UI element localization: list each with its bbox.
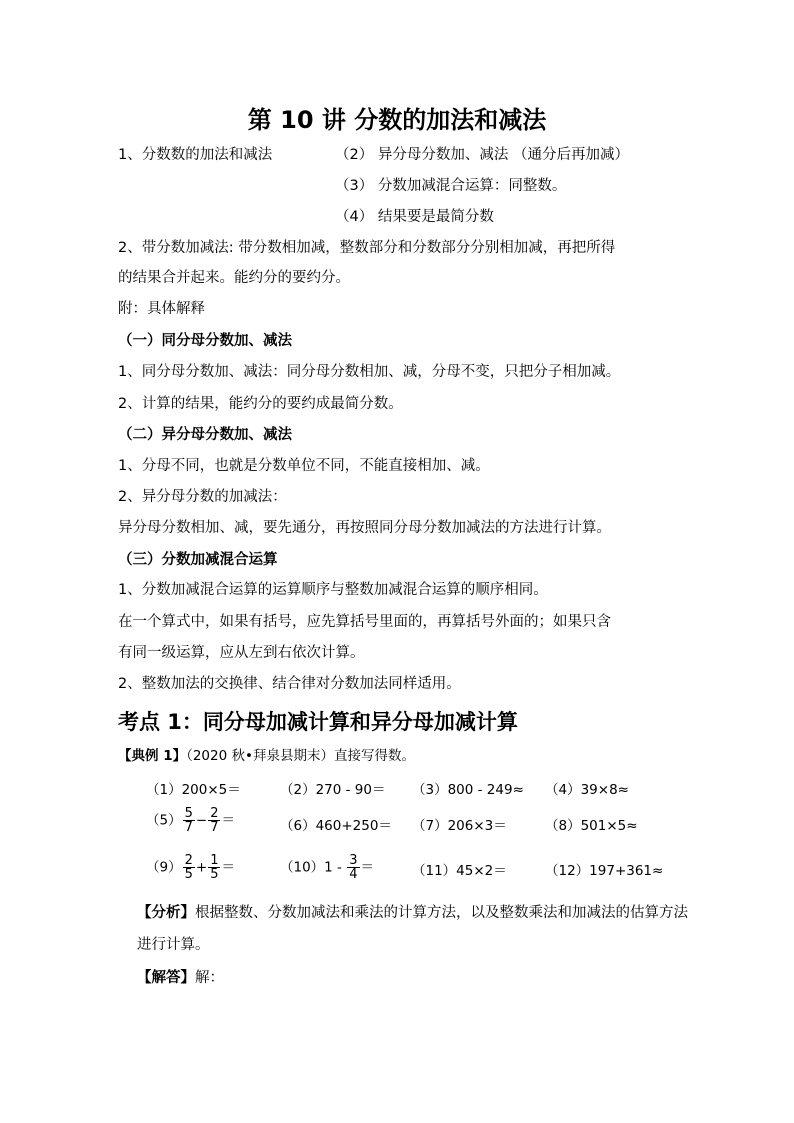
example-source: （2020 秋•拜泉县期末）直接写得数。 (186, 748, 415, 764)
section-3-line: 有同一级运算，应从左到右依次计算。 (118, 645, 365, 661)
question: （11）45×2＝ (412, 863, 507, 879)
section-2-heading: （二）异分母分数加、减法 (118, 427, 292, 443)
section-2-line: 异分母分数相加、减，要先通分，再按照同分母分数加减法的方法进行计算。 (118, 520, 611, 536)
section-3-line: 在一个算式中，如果有括号，应先算括号里面的，再算括号外面的；如果只含 (118, 614, 611, 630)
question: （6）460+250＝ (280, 818, 392, 834)
summary-item-1: 1、分数数的加法和减法 (118, 147, 273, 163)
summary-sub-4: （4） 结果要是最简分数 (335, 209, 494, 225)
section-3-line: 1、分数加减混合运算的运算顺序与整数加减混合运算的顺序相同。 (118, 582, 548, 598)
summary-sub-3: （3） 分数加减混合运算：同整数。 (335, 178, 567, 194)
summary-item-2-line-1: 2、带分数加减法: 带分数相加减，整数部分和分数部分分别相加减，再把所得 (118, 240, 616, 256)
question: （2）270 - 90＝ (280, 782, 386, 798)
analysis-tag: 【分析】 (137, 905, 195, 921)
analysis-line-1: 【分析】根据整数、分数加减法和乘法的计算方法，以及整数乘法和加减法的估算方法 (137, 905, 688, 921)
fraction: $\frac{2}{5}$ (184, 853, 193, 882)
example-header (118, 746, 415, 766)
question: （8）501×5≈ (545, 818, 638, 834)
question: （3）800 - 249≈ (412, 782, 524, 798)
question: （7）206×3＝ (412, 818, 507, 834)
question: （4）39×8≈ (545, 782, 629, 798)
section-1-line: 2、计算的结果，能约分的要约成最简分数。 (118, 396, 403, 412)
fraction: $\frac{1}{5}$ (210, 853, 219, 882)
fraction: $\frac{5}{7}$ (184, 806, 193, 835)
question: （12）197+361≈ (545, 863, 664, 879)
question: （1）200×5＝ (146, 782, 241, 798)
section-2-line: 1、分母不同，也就是分数单位不同，不能直接相加、减。 (118, 458, 490, 474)
appendix-label: 附：具体解释 (118, 301, 205, 317)
section-1-line: 1、同分母分数加、减法：同分母分数相加、减，分母不变，只把分子相加减。 (118, 364, 621, 380)
section-1-heading: （一）同分母分数加、减法 (118, 333, 292, 349)
fraction: $\frac{3}{4}$ (349, 853, 358, 882)
answer-line: 【解答】解： (137, 970, 224, 986)
summary-item-2-line-2: 的结果合并起来。能约分的要约分。 (118, 270, 350, 286)
summary-sub-2: （2） 异分母分数加、减法 （通分后再加减） (335, 147, 629, 163)
section-3-heading: （三）分数加减混合运算 (118, 552, 278, 568)
question-9: （9） $\frac{2}{5}$ + $\frac{1}{5}$ ＝ (146, 853, 235, 882)
section-3-line: 2、整数加法的交换律、结合律对分数加法同样适用。 (118, 676, 461, 692)
kaodian-heading: 考点 1：同分母加减计算和异分母加减计算 (118, 710, 518, 734)
question-5: （5） $\frac{5}{7}$ − $\frac{2}{7}$ ＝ (146, 806, 235, 835)
section-2-line: 2、异分母分数的加减法： (118, 489, 287, 505)
question-10: （10）1 - $\frac{3}{4}$ ＝ (280, 853, 375, 882)
example-tag: 【典例 1】 (118, 748, 187, 764)
page-title: 第 10 讲 分数的加法和减法 (247, 106, 547, 134)
analysis-line-2: 进行计算。 (137, 937, 210, 953)
answer-tag: 【解答】 (137, 970, 195, 986)
fraction: $\frac{2}{7}$ (210, 806, 219, 835)
